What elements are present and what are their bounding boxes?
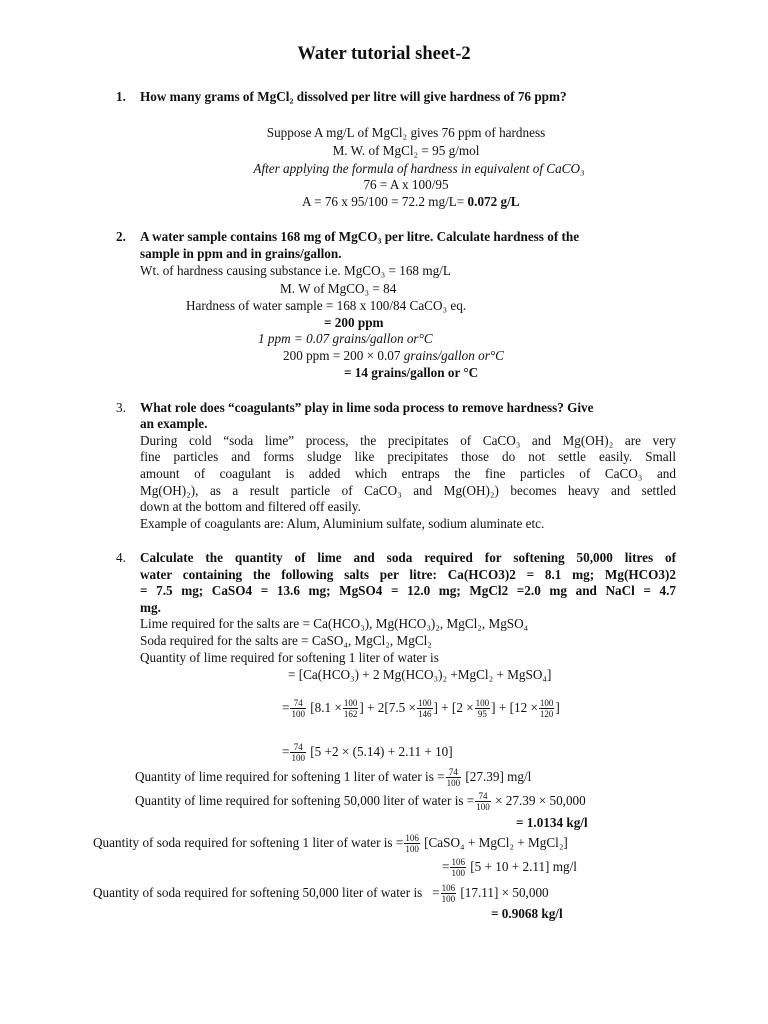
q3-para-line-1: During cold “soda lime” process, the precipitates of CaCO₃ and Mg(OH)₂ are very [140, 433, 676, 448]
equals-sign: = [282, 744, 290, 759]
eq1-part-4: ] + [12 × [491, 700, 538, 715]
q1-line-3: After applying the formula of hardness in equivalent of CaCO₃ [253, 161, 585, 176]
eq2-body: [5 +2 × (5.14) + 2.11 + 10] [310, 744, 453, 759]
q2-line-3: Hardness of water sample = 168 x 100/84 CaCO₃ eq. [186, 298, 467, 313]
fraction-100-162: $\frac{100}{162}$ [343, 698, 358, 720]
soda-50000-text: Quantity of soda required for softening 50,000 liter of water is [93, 885, 423, 900]
q2-result-ppm: = 200 ppm [324, 315, 384, 330]
fraction-106-100: $\frac{106}{100}$ [441, 883, 456, 905]
soda-1-calc-tail: [5 + 10 + 2.11] mg/l [470, 859, 577, 874]
q2-line-6-unit: grains/gallon or°C [403, 348, 504, 363]
fraction-74-100: $\frac{74}{100}$ [476, 791, 490, 813]
q2-question-line-2: sample in ppm and in grains/gallon. [140, 246, 342, 261]
lime-50000-tail: × 27.39 × 50,000 [495, 793, 586, 808]
q3-para-line-5: down at the bottom and filtered off easily. [140, 499, 361, 514]
soda-1-tail: [CaSO₄ + MgCl₂ + MgCl₂] [424, 835, 568, 850]
fraction-106-100: $\frac{106}{100}$ [451, 857, 465, 879]
q4-question-line-2: water containing the following salts per litre: Ca(HCO3)2 = 8.1 mg; Mg(HCO3)2 [140, 567, 676, 582]
eq1-part-1: [8.1 × [310, 700, 342, 715]
q3-para-line-4: Mg(OH)₂), as a result particle of CaCO₃ and Mg(OH)₂) becomes heavy and settled [140, 483, 676, 498]
q1-question: How many grams of MgCl₂ dissolved per litre will give hardness of 76 ppm? [140, 89, 567, 104]
q4-soda-1-liter [93, 832, 568, 854]
lime-50000-text: Quantity of lime required for softening 50,000 liter of water is = [135, 793, 475, 808]
equals-sign: = [282, 700, 290, 715]
q4-number: 4. [116, 550, 126, 565]
q3-question-line-2: an example. [140, 416, 208, 431]
q4-equation-2 [282, 741, 453, 763]
q2-line-6-calc: 200 ppm = 200 × 0.07 [283, 348, 404, 363]
q4-lime-50000-liter [135, 790, 586, 812]
q1-line-2: M. W. of MgCl₂ = 95 g/mol [332, 143, 480, 158]
q3-question-line-1: What role does “coagulants” play in lime soda process to remove hardness? Give [140, 400, 594, 415]
q4-equation-1 [282, 697, 560, 719]
eq1-part-2: ] + 2[7.5 × [359, 700, 416, 715]
q4-question-line-3: = 7.5 mg; CaSO4 = 13.6 mg; MgSO4 = 12.0 mg; MgCl2 =2.0 mg and NaCl = 4.7 [140, 583, 676, 598]
q1-line-5 [302, 194, 520, 210]
q2-line-2: M. W of MgCO₃ = 84 [280, 281, 397, 296]
q4-line-3: Quantity of lime required for softening 1 liter of water is [140, 650, 439, 665]
q4-line-1: Lime required for the salts are = Ca(HCO₃), Mg(HCO₃)₂, MgCl₂, MgSO₄ [140, 616, 529, 631]
eq1-part-3: ] + [2 × [433, 700, 474, 715]
equals-sign: = [442, 859, 450, 874]
q2-line-1: Wt. of hardness causing substance i.e. MgCO₃ = 168 mg/L [140, 263, 451, 278]
q1-number: 1. [116, 89, 126, 104]
lime-1-tail: [27.39] mg/l [465, 769, 532, 784]
soda-1-text: Quantity of soda required for softening 1 liter of water is = [93, 835, 404, 850]
q4-line-2: Soda required for the salts are = CaSO₄, MgCl₂, MgCl₂ [140, 633, 432, 648]
q1-answer-text: A = 76 x 95/100 = 72.2 mg/L= [302, 194, 465, 209]
q4-question-line-4: mg. [140, 600, 161, 615]
q2-result-grains: = 14 grains/gallon or °C [344, 365, 479, 380]
q2-line-5: 1 ppm = 0.07 grains/gallon or°C [258, 331, 433, 346]
q1-line-4: 76 = A x 100/95 [363, 177, 449, 192]
q1-line-1: Suppose A mg/L of MgCl₂ gives 76 ppm of hardness [266, 125, 546, 140]
lime-1-text: Quantity of lime required for softening 1 liter of water is = [135, 769, 445, 784]
equals-sign: = [432, 885, 440, 900]
q2-question-line-1: A water sample contains 168 mg of MgCO₃ per litre. Calculate hardness of the [140, 229, 580, 244]
eq1-part-5: ] [555, 700, 560, 715]
q1-answer-result: 0.072 g/L [464, 194, 520, 209]
q2-number: 2. [116, 229, 126, 244]
q2-line-6 [283, 348, 504, 364]
q4-lime-1-liter [135, 766, 531, 788]
q3-number: 3. [116, 400, 126, 415]
q4-lime-result: = 1.0134 kg/l [516, 815, 588, 830]
fraction-106-100: $\frac{106}{100}$ [405, 833, 419, 855]
fraction-74-100: $\frac{74}{100}$ [446, 767, 461, 789]
fraction-74-100: $\frac{74}{100}$ [291, 698, 305, 720]
q4-line-4: = [Ca(HCO₃) + 2 Mg(HCO₃)₂ +MgCl₂ + MgSO₄] [288, 667, 552, 682]
q4-question-line-1: Calculate the quantity of lime and soda required for softening 50,000 litres of [140, 550, 676, 565]
page-title: Water tutorial sheet-2 [297, 44, 471, 64]
soda-50000-tail: [17.11] × 50,000 [460, 885, 549, 900]
q4-soda-result: = 0.9068 kg/l [491, 906, 563, 921]
fraction-100-95: $\frac{100}{95}$ [475, 698, 490, 720]
fraction-74-100: $\frac{74}{100}$ [291, 742, 305, 764]
fraction-100-146: $\frac{100}{146}$ [418, 698, 432, 720]
q4-soda-50000-liter [93, 882, 549, 904]
q3-example: Example of coagulants are: Alum, Aluminium sulfate, sodium aluminate etc. [140, 516, 545, 531]
fraction-100-120: $\frac{100}{120}$ [539, 698, 554, 720]
q3-para-line-3: amount of coagulant is added which entraps the fine particles of CaCO₃ and [140, 466, 676, 481]
q4-soda-1-liter-calc [442, 856, 577, 878]
q3-para-line-2: fine particles and forms sludge like precipitates those do not settle easily. Small [140, 449, 676, 464]
